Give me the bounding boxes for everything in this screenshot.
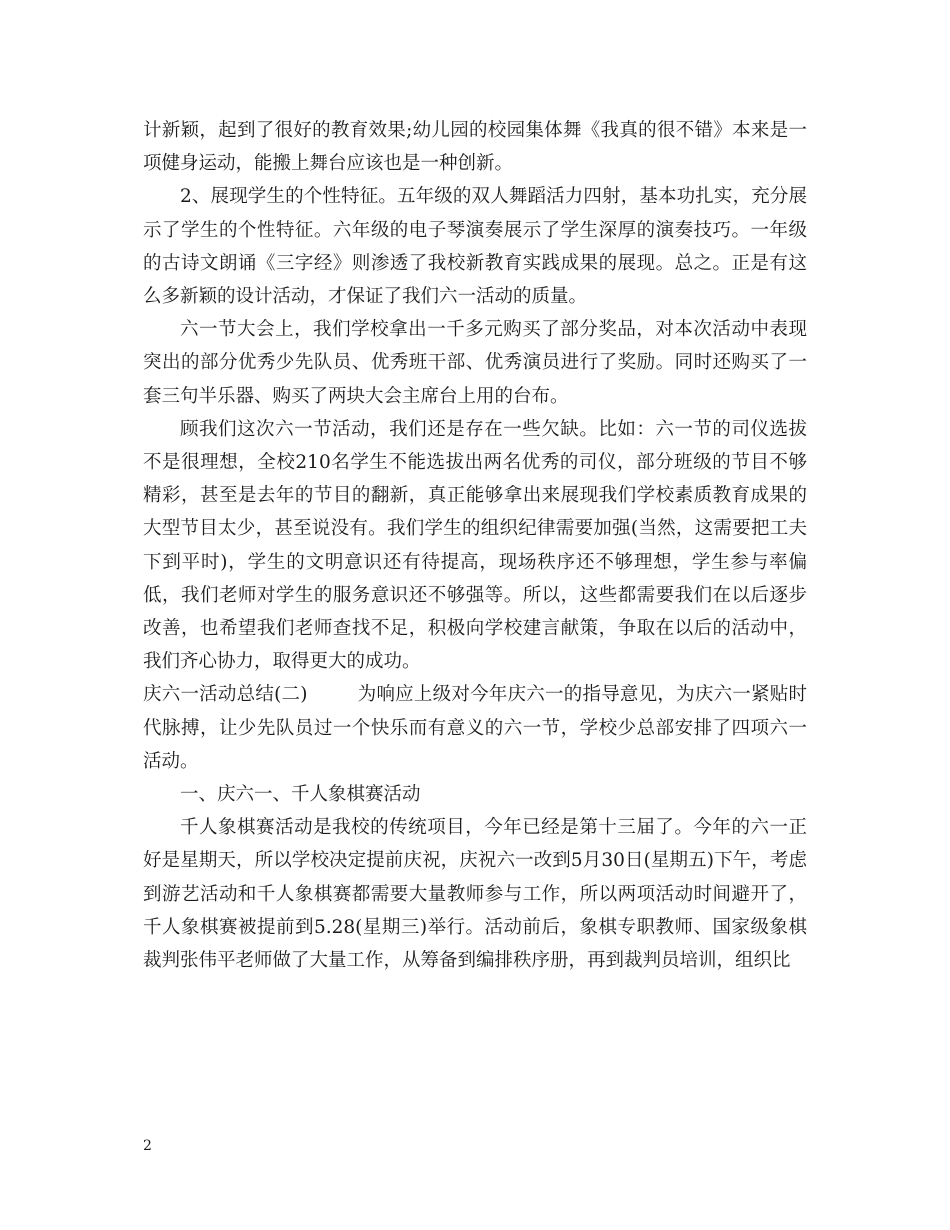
section-intro: 为响应上级对今年庆六一的指导意见，为庆六一紧贴时代脉搏，让少先队员过一个快乐而有意义的六一节，学校少总部安排了四项六一活动。: [143, 684, 807, 772]
section-two-paragraph: [143, 678, 807, 778]
document-body: [143, 114, 807, 977]
paragraph-awards: 六一节大会上，我们学校拿出一千多元购买了部分奖品，对本次活动中表现突出的部分优秀少先队员、优秀班干部、优秀演员进行了奖励。同时还购买了一套三句半乐器、购买了两块大会主席台上用的台布。: [143, 319, 807, 407]
subheading-chess: 一、庆六一、千人象棋赛活动: [180, 784, 421, 806]
page-number: 2: [143, 1138, 152, 1154]
paragraph-chess: 千人象棋赛活动是我校的传统项目，今年已经是第十三届了。今年的六一正好是星期天，所以学校决定提前庆祝，庆祝六一改到5月30日(星期五)下午，考虑到游艺活动和千人象棋赛都需要大量教师参与工作，所以两项活动时间避开了，千人象棋赛被提前到5.28(星期三)举行。活动前后，象棋专职教师、国家级象棋裁判张伟平老师做了大量工作，从筹备到编排秩序册，再到裁判员培训，组织比: [143, 817, 807, 972]
paragraph-shortcomings: 顾我们这次六一节活动，我们还是存在一些欠缺。比如：六一节的司仪选拔不是很理想，全校210名学生不能选拔出两名优秀的司仪，部分班级的节目不够精彩，甚至是去年的节目的翻新，真正能够拿出来展现我们学校素质教育成果的大型节目太少，甚至说没有。我们学生的组织纪律需要加强(当然，这需要把工夫下到平时)，学生的文明意识还有待提高，现场秩序还不够理想，学生参与率偏低，我们老师对学生的服务意识还不够强等。所以，这些都需要我们在以后逐步改善，也希望我们老师查找不足，积极向学校建言献策，争取在以后的活动中，我们齐心协力，取得更大的成功。: [143, 418, 807, 673]
paragraph-personality: 2、展现学生的个性特征。五年级的双人舞蹈活力四射，基本功扎实，充分展示了学生的个性特征。六年级的电子琴演奏展示了学生深厚的演奏技巧。一年级的古诗文朗诵《三字经》则渗透了我校新教育实践成果的展现。总之。正是有这么多新颖的设计活动，才保证了我们六一活动的质量。: [143, 186, 807, 308]
paragraph-continuation: 计新颖，起到了很好的教育效果;幼儿园的校园集体舞《我真的很不错》本来是一项健身运动，能搬上舞台应该也是一种创新。: [143, 120, 807, 175]
section-title: 庆六一活动总结(二): [143, 684, 308, 706]
